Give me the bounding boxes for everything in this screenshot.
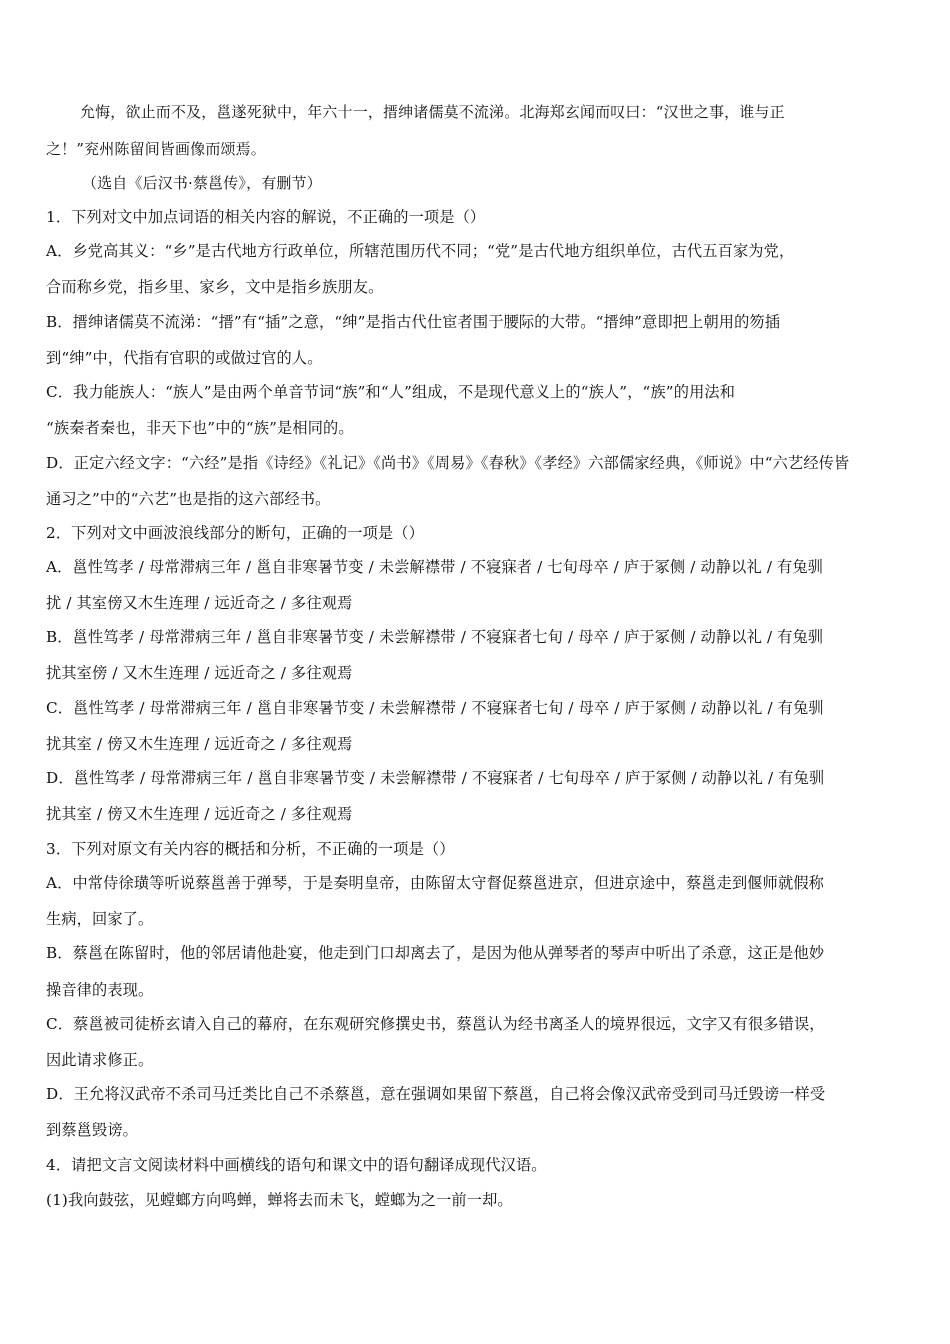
- passage-line-2: 之！”兖州陈留间皆画像而颂焉。: [46, 140, 266, 158]
- question-1-option-c-cont: “族秦者秦也，非天下也”中的“族”是相同的。: [46, 419, 354, 437]
- question-4-item-1: (1)我向鼓弦，见螳螂方向鸣蝉，蝉将去而未飞，螳螂为之一前一却。: [46, 1191, 513, 1209]
- question-2-option-c-cont: 扰其室 / 傍又木生连理 / 远近奇之 / 多往观焉: [46, 735, 353, 753]
- question-2-option-c: C．邕性笃孝 / 母常滞病三年 / 邕自非寒暑节变 / 未尝解襟带 / 不寝寐者七旬 / 母卒 / 庐于冢侧 / 动静以礼 / 有兔驯: [46, 699, 824, 717]
- question-1-option-c: C．我力能族人：“族人”是由两个单音节词“族”和“人”组成，不是现代意义上的“族人”，“族”的用法和: [46, 383, 736, 401]
- question-1-option-b-cont: 到“绅”中，代指有官职的或做过官的人。: [46, 349, 323, 367]
- question-3-option-b-cont: 操音律的表现。: [46, 981, 154, 999]
- question-2-option-d-cont: 扰其室 / 傍又木生连理 / 远近奇之 / 多往观焉: [46, 805, 353, 823]
- question-1-option-a: A．乡党高其义：“乡”是古代地方行政单位，所辖范围历代不同；“党”是古代地方组织单位，古代五百家为党，: [46, 242, 795, 260]
- question-3-option-c: C．蔡邕被司徒桥玄请入自己的幕府，在东观研究修撰史书，蔡邕认为经书离圣人的境界很远，文字又有很多错误，: [46, 1015, 825, 1033]
- passage-source: （选自《后汉书·蔡邕传》，有删节）: [82, 174, 322, 192]
- passage-line-1: 允悔，欲止而不及，邕遂死狱中，年六十一，搢绅诸儒莫不流涕。北海郑玄闻而叹曰：“汉世之事，谁与正: [80, 103, 785, 121]
- question-3-option-d-cont: 到蔡邕毁谤。: [46, 1121, 139, 1139]
- question-3-option-b: B．蔡邕在陈留时，他的邻居请他赴宴，他走到门口却离去了，是因为他从弹琴者的琴声中听出了杀意，这正是他妙: [46, 944, 825, 962]
- question-1-option-a-cont: 合而称乡党，指乡里、家乡，文中是指乡族朋友。: [46, 278, 384, 296]
- question-3-option-a: A．中常侍徐璜等听说蔡邕善于弹琴，于是奏明皇帝，由陈留太守督促蔡邕进京，但进京途中，蔡邕走到偃师就假称: [46, 874, 824, 892]
- question-2-option-a: A．邕性笃孝 / 母常滞病三年 / 邕自非寒暑节变 / 未尝解襟带 / 不寝寐者 / 七旬母卒 / 庐于冢侧 / 动静以礼 / 有兔驯: [46, 558, 824, 576]
- question-3-option-a-cont: 生病，回家了。: [46, 910, 154, 928]
- question-2-option-b: B．邕性笃孝 / 母常滞病三年 / 邕自非寒暑节变 / 未尝解襟带 / 不寝寐者七旬 / 母卒 / 庐于冢侧 / 动静以礼 / 有兔驯: [46, 628, 824, 646]
- question-3-stem: 3．下列对原文有关内容的概括和分析，不正确的一项是（）: [46, 840, 455, 858]
- question-1-option-d: D．正定六经文字：“六经”是指《诗经》《礼记》《尚书》《周易》《春秋》《孝经》六部儒家经典，《师说》中“六艺经传皆: [46, 454, 850, 472]
- question-2-stem: 2．下列对文中画波浪线部分的断句，正确的一项是（）: [46, 524, 424, 542]
- question-3-option-c-cont: 因此请求修正。: [46, 1051, 154, 1069]
- question-1-option-b: B．搢绅诸儒莫不流涕：“搢”有“插”之意，“绅”是指古代仕宦者围于腰际的大带。“搢绅”意即把上朝用的笏插: [46, 313, 781, 331]
- question-2-option-a-cont: 扰 / 其室傍又木生连理 / 远近奇之 / 多往观焉: [46, 594, 353, 612]
- question-1-option-d-cont: 通习之”中的“六艺”也是指的这六部经书。: [46, 490, 331, 508]
- question-2-option-d: D．邕性笃孝 / 母常滞病三年 / 邕自非寒暑节变 / 未尝解襟带 / 不寝寐者 / 七旬母卒 / 庐于冢侧 / 动静以礼 / 有兔驯: [46, 769, 825, 787]
- question-4-stem: 4．请把文言文阅读材料中画横线的语句和课文中的语句翻译成现代汉语。: [46, 1156, 547, 1174]
- question-2-option-b-cont: 扰其室傍 / 又木生连理 / 远近奇之 / 多往观焉: [46, 664, 353, 682]
- question-3-option-d: D．王允将汉武帝不杀司马迁类比自己不杀蔡邕，意在强调如果留下蔡邕，自己将会像汉武帝受到司马迁毁谤一样受: [46, 1085, 826, 1103]
- question-1-stem: 1．下列对文中加点词语的相关内容的解说，不正确的一项是（）: [46, 208, 486, 226]
